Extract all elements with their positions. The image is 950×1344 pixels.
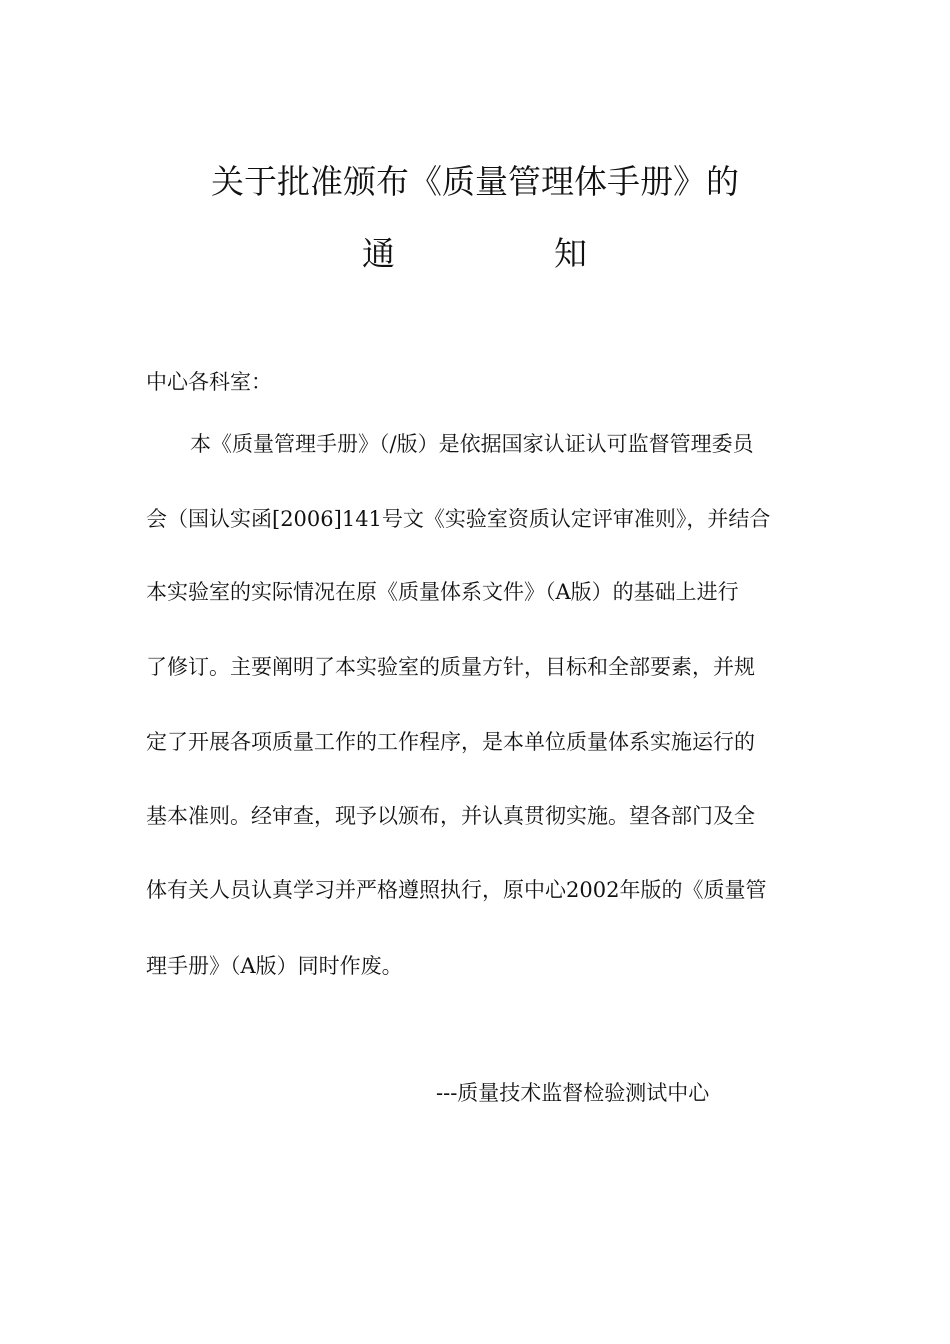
title-char-1: 通: [362, 234, 395, 273]
body-line: 定了开展各项质量工作的工作程序，是本单位质量体系实施运行的: [146, 730, 755, 754]
body-line: 体有关人员认真学习并严格遵照执行，原中心2002年版的《质量管: [146, 878, 767, 902]
body-line: 会（国认实函[2006]141号文《实验室资质认定评审准则》，并结合: [146, 507, 771, 531]
salutation: 中心各科室：: [146, 370, 272, 394]
body-line: 了修订。主要阐明了本实验室的质量方针，目标和全部要素，并规: [146, 655, 755, 679]
body-line: 本《质量管理手册》（/版）是依据国家认证认可监督管理委员: [190, 432, 754, 456]
body-line: 基本准则。经审查，现予以颁布，并认真贯彻实施。望各部门及全: [146, 804, 755, 828]
signature: ---质量技术监督检验测试中心: [436, 1081, 710, 1105]
body-line: 本实验室的实际情况在原《质量体系文件》（A版）的基础上进行: [146, 580, 739, 604]
document-title: 关于批准颁布《质量管理体手册》的: [211, 162, 739, 201]
body-line: 理手册》（A版）同时作废。: [146, 954, 403, 978]
title-char-2: 知: [554, 234, 587, 273]
